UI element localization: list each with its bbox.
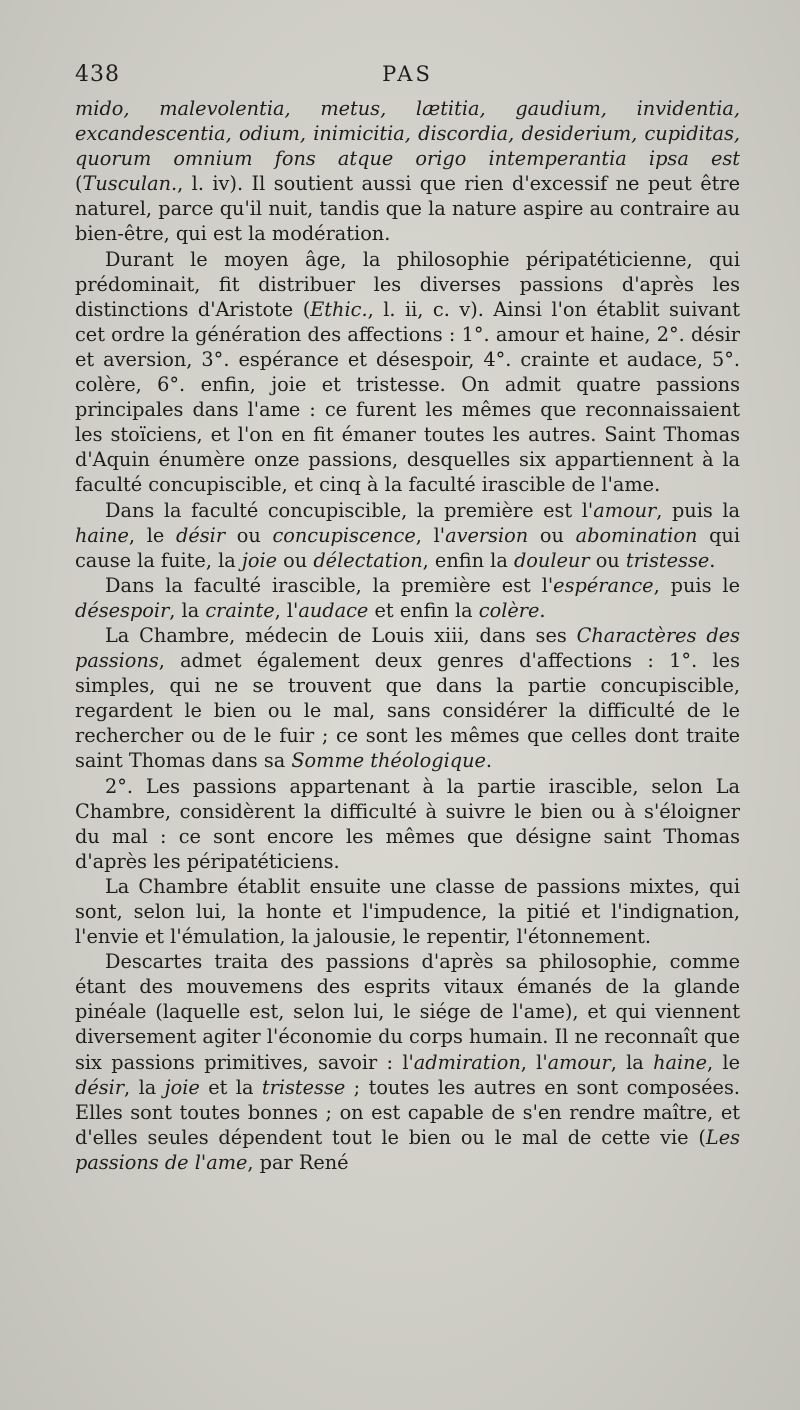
italic-text: Ethic. [310,297,368,321]
italic-text: amour [547,1050,611,1074]
body-text [75,96,740,1175]
italic-text: crainte [205,598,275,622]
text-run: qui cause la fuite, la [75,523,740,572]
italic-text: Somme théologique [291,749,486,773]
italic-text: joie [164,1075,200,1099]
italic-text: Charactères des passions [75,623,740,673]
text-run: et enfin la [368,598,479,622]
text-run: ( [75,172,83,196]
text-run: , le [707,1050,741,1074]
text-run: . [485,749,493,773]
text-run: Dans la faculté concupiscible, la première est l' [105,498,594,522]
text-run: , admet également deux genres d'affections : 1°. les simples, qui ne se trouvent que dans la partie concupiscible, regardent le bien ou le mal, sans considérer la difficulté de le rechercher ou de le fuir ; ce sont les mêmes que celles dont traite saint Thomas dans sa [75,649,740,773]
text-run: , par René [247,1150,349,1174]
italic-text: colère [478,598,540,622]
italic-text: Les passions de l'ame [75,1125,740,1174]
running-head: PAS [382,62,433,86]
italic-text: désespoir [75,598,170,622]
text-run: , le [128,523,177,547]
italic-text: Tusculan. [82,172,178,196]
italic-text: haine [75,523,129,547]
italic-text: joie [241,548,278,572]
text-run: et la [199,1075,262,1099]
italic-text: désir [176,523,226,547]
italic-text: délectation [313,548,423,572]
paragraph [75,774,740,874]
italic-text: admiration [413,1050,521,1074]
text-run: ; toutes les autres en sont composées. Elles sont toutes bonnes ; on est capable de s'en rendre maître, et d'elles seules dépendent tout le bien ou le mal de cette vie ( [75,1075,740,1149]
italic-text: espérance [553,573,654,597]
text-run: , enfin la [422,548,514,572]
italic-text: haine [653,1050,707,1074]
paragraph [75,247,740,498]
paragraph [75,96,740,247]
paragraph [75,623,740,774]
text-run: , l' [520,1050,548,1074]
italic-text: tristesse [625,548,710,572]
text-run: , puis le [653,573,740,597]
paragraph [75,874,740,949]
text-run: . [709,548,716,572]
text-run: , la [169,598,206,622]
text-run: , la [610,1050,654,1074]
text-run: , l' [274,598,299,622]
italic-text: amour [593,498,657,522]
text-run: ou [589,548,626,572]
text-run: Descartes traita des passions d'après sa philosophie, comme étant des mouvemens des esprits vitaux émanés de la glande pinéale (laquelle est, selon lui, le siége de l'ame), et qui viennent diversement agiter l'économie du corps humain. Il ne reconnaît que six passions primitives, savoir : l' [75,950,740,1074]
page-header [75,62,740,92]
text-run: 2°. Les passions appartenant à la partie irascible, selon La Chambre, considèrent la difficulté à suivre le bien ou à s'éloigner du mal : ce sont encore les mêmes que désigne saint Thomas d'après les péripatéticiens. [75,774,740,873]
text-run: , puis la [656,498,741,522]
text-run: Durant le moyen âge, la philosophie péripatéticienne, qui prédominait, fit distribuer les diverses passions d'après les distinctions d'Aristote ( [75,247,740,321]
text-run: ou [225,523,273,547]
italic-text: concupiscence [272,523,416,547]
italic-text: mido, malevolentia, metus, lætitia, gaudium, invidentia, excandescentia, odium, inimicitia, discordia, desiderium, cupiditas, quorum omnium fons atque origo intemperantia ipsa est [75,97,740,171]
text-run: , l. iv). Il soutient aussi que rien d'excessif ne peut être naturel, parce qu'il nuit, tandis que la nature aspire au contraire au bien-être, qui est la modération. [75,172,740,246]
page-number: 438 [75,62,120,87]
italic-text: tristesse [261,1075,346,1099]
italic-text: audace [298,598,369,622]
italic-text: aversion [445,523,529,547]
paragraph [75,573,740,623]
text-run: La Chambre établit ensuite une classe de passions mixtes, qui sont, selon lui, la honte et l'impudence, la pitié et l'indignation, l'envie et l'émulation, la jalousie, le repentir, l'étonnement. [75,874,740,949]
paragraph [75,498,740,573]
text-run: Dans la faculté irascible, la première est l' [105,573,554,597]
text-run: La Chambre, médecin de Louis xiii, dans ses [105,623,577,647]
italic-text: douleur [513,548,590,572]
text-run: , la [124,1075,165,1099]
text-run: , l. ii, c. v). Ainsi l'on établit suivant cet ordre la génération des affections : 1°. amour et haine, 2°. désir et aversion, 3°. espérance et désespoir, 4°. crainte et audace, 5°. colère, 6°. enfin, joie et tristesse. On admit quatre passions principales dans l'ame : ce furent les mêmes que reconnaissaient les stoïciens, et l'on en fit émaner toutes les autres. Saint Thomas d'Aquin énumère onze passions, desquelles six appartiennent à la faculté concupiscible, et cinq à la faculté irascible de l'ame. [75,297,740,497]
text-run: . [539,598,546,622]
italic-text: désir [75,1075,125,1099]
text-run: , l' [415,523,446,547]
text-run: ou [277,548,314,572]
text-run: ou [528,523,576,547]
paragraph [75,949,740,1175]
italic-text: abomination [575,523,698,547]
